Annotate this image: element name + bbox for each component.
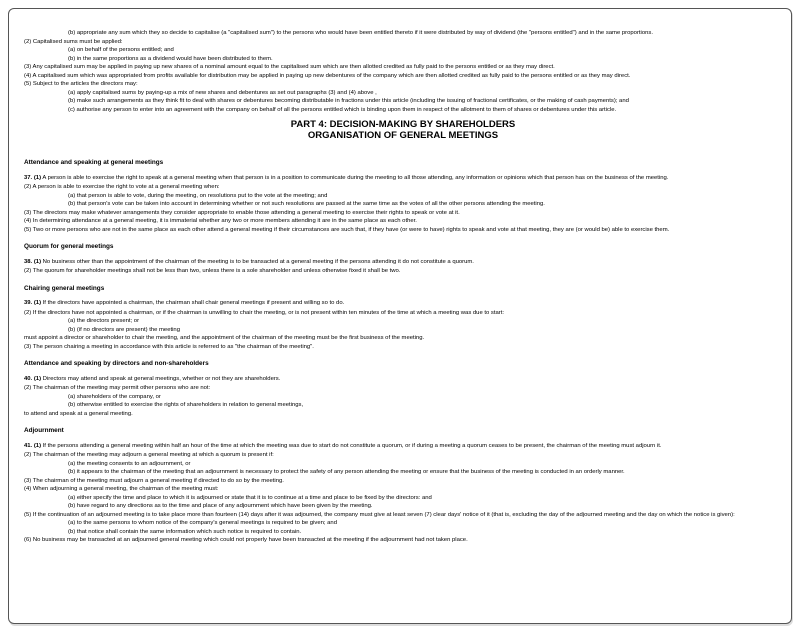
paragraph-text: (b) that notice shall contain the same information which such notice is required to contain. bbox=[68, 528, 302, 535]
paragraph-line bbox=[24, 63, 782, 72]
paragraph-line bbox=[24, 468, 782, 477]
paragraph-line bbox=[24, 401, 782, 410]
paragraph-line bbox=[24, 97, 782, 106]
paragraph-text: (b) (if no directors are present) the meeting bbox=[68, 326, 180, 333]
article-section bbox=[24, 159, 782, 234]
paragraph-text: (b) appropriate any sum which they so decide to capitalise (a "capitalised sum") to the persons who would have been entitled thereto if it were distributed by way of dividend (the "persons entitled") and in the same proportions. bbox=[68, 30, 653, 36]
paragraph-text: (a) apply capitalised sums by paying-up a mix of new shares and debentures as set out paragraphs (3) and (4) above , bbox=[68, 89, 377, 96]
paragraph-line bbox=[24, 511, 782, 520]
part-subtitle: ORGANISATION OF GENERAL MEETINGS bbox=[307, 130, 499, 141]
paragraph-line bbox=[24, 502, 782, 511]
paragraph-text: (b) make such arrangements as they think fit to deal with shares or debentures becoming distributable in fractions under this article (including the issuing of fractional certificates, or the making of cash payments); and bbox=[68, 98, 629, 104]
paragraph-text: (2) The chairman of the meeting may permit other persons who are not: bbox=[24, 385, 211, 391]
paragraph-line bbox=[24, 106, 782, 115]
paragraph-text: (4) In determining attendance at a general meeting, it is immaterial whether any two or more members attending it are in the same place as each other. bbox=[24, 218, 417, 224]
paragraph-text: (b) that person's vote can be taken into account in determining whether or not such resolutions are passed at the same time as the votes of all the other persons attending the meeting. bbox=[68, 201, 545, 207]
paragraph-line bbox=[24, 267, 782, 276]
paragraph-line bbox=[24, 477, 782, 486]
paragraph-line bbox=[24, 317, 782, 326]
paragraph-text: No business other than the appointment of the chairman of the meeting is to be transacted at a general meeting if the persons attending it do not constitute a quorum. bbox=[41, 258, 474, 265]
paragraph-line bbox=[24, 299, 782, 308]
paragraph-text: (a) to the same persons to whom notice of the company's general meetings is required to be given; and bbox=[68, 520, 337, 526]
paragraph-text: (c) authorise any person to enter into an agreement with the company on behalf of all the persons entitled which is binding upon them in respect of the allotment to them of shares or debentures under this article. bbox=[68, 106, 617, 113]
paragraph-text: (a) the meeting consents to an adjournment, or bbox=[68, 460, 191, 467]
paragraph-text: (5) Two or more persons who are not in the same place as each other attend a general meeting if their circumstances are such that, if they have (or were to have) rights to speak and vote at that meeting, they are (or would be) able to exercise them. bbox=[24, 226, 670, 233]
paragraph-line bbox=[24, 80, 782, 89]
paragraph-text: (3) The directors may make whatever arrangements they consider appropriate to enable those attending a general meeting to exercise their rights to speak or vote at it. bbox=[24, 209, 460, 216]
paragraph-line bbox=[24, 46, 782, 55]
paragraph-line bbox=[24, 258, 782, 267]
document-page bbox=[24, 29, 782, 545]
paragraph-text: Directors may attend and speak at general meetings, whether or not they are shareholders. bbox=[41, 375, 281, 382]
paragraph-line bbox=[24, 89, 782, 98]
paragraph-line bbox=[24, 519, 782, 528]
paragraph-text: (3) The person chairing a meeting in accordance with this article is referred to as "the chairman of the meeting". bbox=[24, 343, 314, 350]
paragraph-text: (2) A person is able to exercise the right to vote at a general meeting when: bbox=[24, 184, 220, 190]
paragraph-line bbox=[24, 442, 782, 451]
paragraph-text: If the directors have appointed a chairman, the chairman shall chair general meetings if present and willing so to do. bbox=[41, 300, 345, 306]
paragraph-text: (b) otherwise entitled to exercise the rights of shareholders in relation to general meetings, bbox=[68, 402, 304, 408]
paragraph-line bbox=[24, 334, 782, 343]
paragraph-text: (2) If the directors have not appointed a chairman, or if the chairman is unwilling to chair the meeting, or is not present within ten minutes of the time at which a meeting was due to start: bbox=[24, 309, 505, 316]
paragraph-text: (a) on behalf of the persons entitled; and bbox=[68, 47, 174, 53]
sections-container bbox=[24, 159, 782, 545]
article-section bbox=[24, 243, 782, 276]
paragraph-text: (2) The quorum for shareholder meetings shall not be less than two, unless there is a sole shareholder and unless otherwise fixed it shall be two. bbox=[24, 268, 401, 274]
paragraph-line bbox=[24, 410, 782, 419]
paragraph-text: (3) The chairman of the meeting must adjourn a general meeting if directed to do so by the meeting. bbox=[24, 477, 284, 484]
article-number: 40. (1) bbox=[24, 375, 42, 382]
paragraph-line bbox=[24, 29, 782, 38]
intro-block bbox=[24, 29, 782, 114]
paragraph-line bbox=[24, 192, 782, 201]
paragraph-line bbox=[24, 200, 782, 209]
paragraph-line bbox=[24, 72, 782, 81]
article-number: 39. (1) bbox=[24, 300, 42, 306]
paragraph-line bbox=[24, 174, 782, 183]
paragraph-text: (b) in the same proportions as a dividend would have been distributed to them. bbox=[68, 55, 273, 62]
paragraph-text: (5) If the continuation of an adjourned meeting is to take place more than fourteen (14) days after it was adjourned, the company must give at least seven (7) clear days' notice of it (that is, excluding the day of the adjourned meeting and the day on which the notice is given): bbox=[24, 511, 735, 518]
paragraph-text: (4) A capitalised sum which was appropriated from profits available for distribution may be applied in paying up new debentures of the company which are then allotted credited as fully paid to the persons entitled or as they may direct. bbox=[24, 72, 631, 79]
paragraph-text: (2) The chairman of the meeting may adjourn a general meeting at which a quorum is present if: bbox=[24, 452, 274, 458]
paragraph-line bbox=[24, 384, 782, 393]
article-section bbox=[24, 360, 782, 418]
section-heading: Quorum for general meetings bbox=[24, 243, 114, 250]
paragraph-line bbox=[24, 494, 782, 503]
paragraph-line bbox=[24, 460, 782, 469]
part-title-block bbox=[24, 119, 782, 141]
paragraph-line bbox=[24, 451, 782, 460]
paragraph-text: (2) Capitalised sums must be applied: bbox=[24, 38, 123, 45]
paragraph-text: (6) No business may be transacted at an adjourned general meeting which could not properly have been transacted at the meeting if the adjournment had not taken place. bbox=[24, 537, 468, 543]
paragraph-line bbox=[24, 226, 782, 235]
article-section bbox=[24, 285, 782, 352]
paragraph-line bbox=[24, 343, 782, 352]
paragraph-line bbox=[24, 393, 782, 402]
section-heading: Chairing general meetings bbox=[24, 284, 105, 292]
paragraph-text: If the persons attending a general meeting within half an hour of the time at which the meeting was due to start do not constitute a quorum, or if during a meeting a quorum ceases to be present, the chairman of the meeting must adjourn it. bbox=[41, 442, 662, 449]
part-title: PART 4: DECISION-MAKING BY SHAREHOLDERS bbox=[290, 119, 516, 130]
paragraph-text: (4) When adjourning a general meeting, the chairman of the meeting must: bbox=[24, 486, 219, 492]
paragraph-line bbox=[24, 38, 782, 47]
paragraph-text: (a) shareholders of the company, or bbox=[68, 393, 161, 400]
paragraph-text: A person is able to exercise the right to speak at a general meeting when that person is in a position to communicate during the meeting to all those attending, any information or opinions which that person has on the business of the meeting. bbox=[41, 174, 669, 181]
section-heading: Attendance and speaking by directors and non-shareholders bbox=[24, 360, 209, 367]
paragraph-line bbox=[24, 309, 782, 318]
section-heading: Adjournment bbox=[24, 427, 64, 434]
article-number: 38. (1) bbox=[24, 258, 42, 265]
section-heading: Attendance and speaking at general meetings bbox=[24, 159, 164, 166]
paragraph-text: (a) the directors present; or bbox=[68, 318, 140, 324]
article-section bbox=[24, 427, 782, 545]
article-number: 41. (1) bbox=[24, 442, 42, 449]
paragraph-text: (b) it appears to the chairman of the meeting that an adjournment is necessary to protect the safety of any person attending the meeting or ensure that the business of the meeting is conducted in an orderly manner. bbox=[68, 469, 625, 475]
paragraph-line bbox=[24, 326, 782, 335]
paragraph-text: (a) that person is able to vote, during the meeting, on resolutions put to the vote at the meeting; and bbox=[68, 192, 328, 199]
paragraph-line bbox=[24, 217, 782, 226]
paragraph-line bbox=[24, 55, 782, 64]
paragraph-line bbox=[24, 485, 782, 494]
paragraph-text: must appoint a director or shareholder to chair the meeting, and the appointment of the chairman of the meeting must be the first business of the meeting. bbox=[24, 335, 425, 341]
paragraph-text: (5) Subject to the articles the directors may: bbox=[24, 81, 138, 87]
paragraph-line bbox=[24, 183, 782, 192]
paragraph-line bbox=[24, 528, 782, 537]
paragraph-text: (3) Any capitalised sum may be applied in paying up new shares of a nominal amount equal to the capitalised sum which are then allotted credited as fully paid to the persons entitled or as they may direct. bbox=[24, 64, 555, 70]
paragraph-text: (a) either specify the time and place to which it is adjourned or state that it is to continue at a time and place to be fixed by the directors: and bbox=[68, 494, 432, 501]
paragraph-text: to attend and speak at a general meeting. bbox=[24, 410, 133, 417]
paragraph-line bbox=[24, 375, 782, 384]
paragraph-line bbox=[24, 536, 782, 545]
paragraph-line bbox=[24, 209, 782, 218]
article-number: 37. (1) bbox=[24, 174, 42, 181]
paragraph-text: (b) have regard to any directions as to the time and place of any adjournment which have been given by the meeting. bbox=[68, 503, 373, 509]
